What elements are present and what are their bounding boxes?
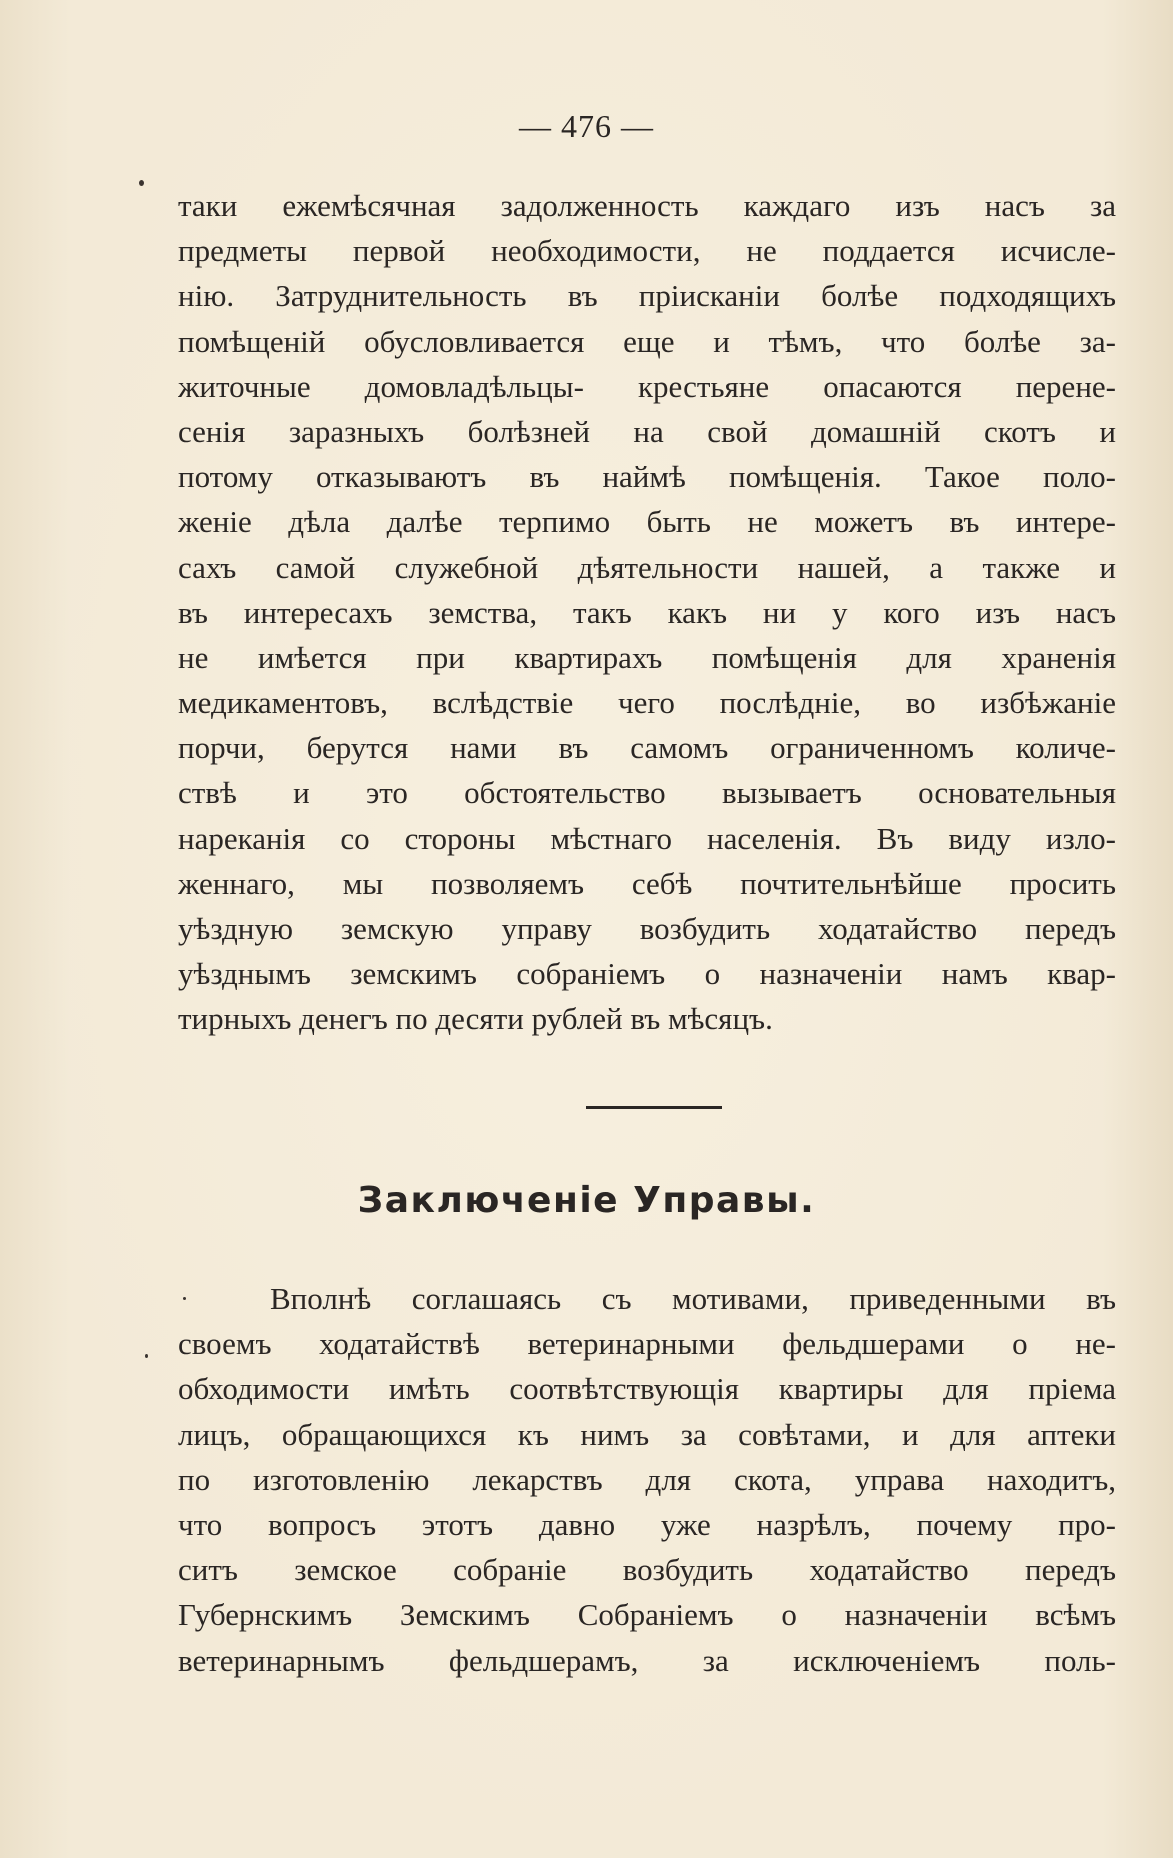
text-line: въ интересахъ земства, такъ какъ ни у кого изъ насъ [178, 594, 1116, 630]
text-line: уѣздную земскую управу возбудить ходатайство передъ [178, 911, 1116, 946]
section-heading: Заключеніе Управы. [357, 1180, 816, 1221]
text-line: Вполнѣ соглашаясь съ мотивами, приведенными въ [270, 1281, 1116, 1316]
text-line: тирныхъ денегъ по десяти рублей въ мѣсяцъ. [178, 1001, 773, 1037]
ink-speck [145, 1354, 148, 1358]
text-line: предметы первой необходимости, не поддается исчисле- [178, 233, 1116, 269]
text-line: не имѣется при квартирахъ помѣщенія для храненія [178, 639, 1116, 675]
text-line: нію. Затруднительность въ пріисканіи болѣе подходящихъ [178, 278, 1116, 314]
text-line: нареканія со стороны мѣстнаго населенія. Въ виду изло- [178, 820, 1116, 856]
text-line: житочные домовладѣльцы- крестьяне опасаются перене- [178, 368, 1116, 404]
section-divider [586, 1106, 722, 1109]
text-line: сенія заразныхъ болѣзней на свой домашній скотъ и [178, 413, 1116, 449]
paragraph-conclusion [178, 1276, 1116, 1683]
text-line: ветеринарнымъ фельдшерамъ, за исключеніемъ поль- [178, 1642, 1116, 1678]
text-line: помѣщеній обусловливается еще и тѣмъ, что болѣе за- [178, 323, 1116, 359]
text-line: лицъ, обращающихся къ нимъ за совѣтами, и для аптеки [178, 1416, 1116, 1452]
text-line: порчи, берутся нами въ самомъ ограниченномъ количе- [178, 730, 1116, 766]
ink-speck [139, 180, 144, 186]
text-line: ситъ земское собраніе возбудить ходатайство передъ [178, 1552, 1116, 1588]
text-line: Губернскимъ Земскимъ Собраніемъ о назначеніи всѣмъ [178, 1597, 1116, 1633]
text-line: уѣзднымъ земскимъ собраніемъ о назначеніи намъ квар- [178, 956, 1116, 992]
text-line: что вопросъ этотъ давно уже назрѣлъ, почему про- [178, 1506, 1116, 1542]
text-line: сахъ самой служебной дѣятельности нашей, а также и [178, 549, 1116, 585]
text-line: женнаго, мы позволяемъ себѣ почтительнѣйше просить [178, 865, 1116, 901]
paragraph-request [178, 183, 1116, 1042]
text-line: таки ежемѣсячная задолженность каждаго изъ насъ за [178, 188, 1116, 223]
text-line: женіе дѣла далѣе терпимо быть не можетъ въ интере- [178, 504, 1116, 540]
page-number: — 476 — [519, 108, 654, 144]
text-line: ствѣ и это обстоятельство вызываетъ основательныя [178, 775, 1116, 811]
text-line: обходимости имѣть соотвѣтствующія квартиры для пріема [178, 1371, 1116, 1407]
text-line: по изготовленію лекарствъ для скота, управа находитъ, [178, 1461, 1116, 1497]
text-line: своемъ ходатайствѣ ветеринарными фельдшерами о не- [178, 1326, 1116, 1362]
text-line: потому отказываютъ въ наймѣ помѣщенія. Такое поло- [178, 459, 1116, 495]
text-line: медикаментовъ, вслѣдствіе чего послѣдніе, во избѣжаніе [178, 685, 1116, 721]
